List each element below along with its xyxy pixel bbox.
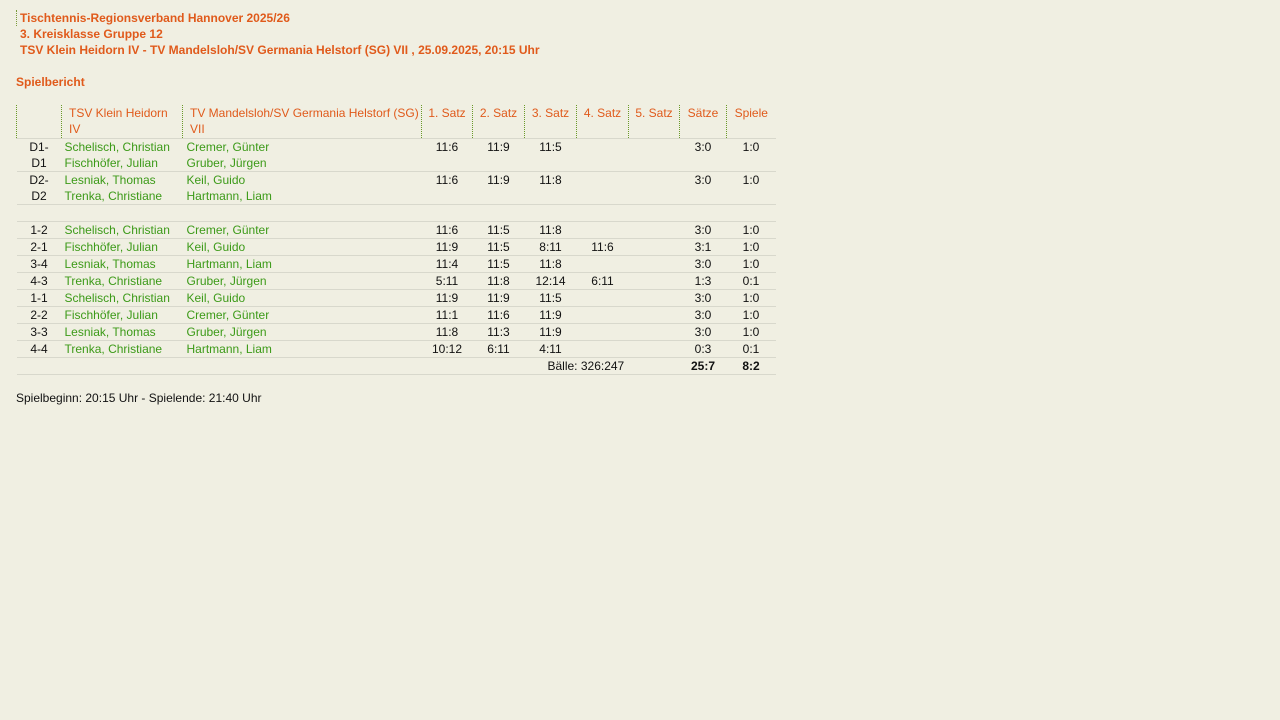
- home-player[interactable]: Trenka, Christiane: [62, 188, 183, 205]
- set5-score: [629, 172, 680, 189]
- home-player[interactable]: Schelisch, Christian: [64, 140, 170, 154]
- header-games: Spiele: [727, 105, 776, 139]
- header-home-team: TSV Klein Heidorn IV: [62, 105, 183, 139]
- games-result: 1:0: [742, 140, 760, 154]
- set2-score: 11:9: [487, 140, 510, 154]
- set3-score: 12:14: [525, 273, 577, 290]
- match-code: D1: [17, 155, 62, 172]
- set1-score: 11:6: [435, 173, 459, 187]
- league-title: Tischtennis-Regionsverband Hannover 2025/26: [16, 10, 290, 26]
- set4-score: 6:11: [577, 273, 629, 290]
- set1-score: 11:6: [435, 140, 459, 154]
- set2-score: 11:6: [473, 307, 525, 324]
- sets-result: 3:0: [680, 222, 727, 239]
- header-set2: 2. Satz: [473, 105, 525, 139]
- table-row: [17, 139, 776, 156]
- home-player[interactable]: Fischhöfer, Julian: [62, 307, 183, 324]
- table-row: [17, 324, 776, 341]
- away-player[interactable]: Gruber, Jürgen: [183, 324, 422, 341]
- games-result: 1:0: [727, 222, 776, 239]
- table-row: [17, 341, 776, 358]
- away-player[interactable]: Hartmann, Liam: [183, 256, 422, 273]
- set1-score: 11:4: [422, 256, 473, 273]
- set2-score: 11:8: [473, 273, 525, 290]
- table-row: [17, 307, 776, 324]
- set5-score: [629, 273, 680, 290]
- match-code: 3-4: [17, 256, 62, 273]
- away-player[interactable]: Cremer, Günter: [183, 307, 422, 324]
- table-header-row: [17, 105, 776, 139]
- home-player[interactable]: Lesniak, Thomas: [62, 256, 183, 273]
- table-body: [17, 139, 776, 222]
- away-player[interactable]: Gruber, Jürgen: [183, 155, 422, 172]
- games-total: 8:2: [727, 358, 776, 375]
- match-code: 1-1: [17, 290, 62, 307]
- match-code: 1-2: [17, 222, 62, 239]
- games-result: 0:1: [727, 341, 776, 358]
- set3-score: 11:8: [525, 256, 577, 273]
- match-code: 2-1: [17, 239, 62, 256]
- report-title: Spielbericht: [16, 75, 85, 89]
- home-player[interactable]: Schelisch, Christian: [62, 290, 183, 307]
- match-code: 4-3: [17, 273, 62, 290]
- group-title: 3. Kreisklasse Gruppe 12: [20, 27, 163, 41]
- set4-score: [577, 222, 629, 239]
- home-player[interactable]: Fischhöfer, Julian: [62, 155, 183, 172]
- away-player[interactable]: Hartmann, Liam: [183, 188, 422, 205]
- away-player[interactable]: Cremer, Günter: [186, 140, 270, 154]
- match-title: TSV Klein Heidorn IV - TV Mandelsloh/SV Germania Helstorf (SG) VII , 25.09.2025, 20:15 Uhr: [20, 43, 540, 57]
- match-code: D2: [17, 188, 62, 205]
- set5-score: [629, 256, 680, 273]
- set4-score: [577, 341, 629, 358]
- set5-score: [629, 324, 680, 341]
- balls-total: Bälle: 326:247: [525, 358, 680, 375]
- header-set4: 4. Satz: [577, 105, 629, 139]
- set3-score: 8:11: [525, 239, 577, 256]
- set4-score: [577, 139, 629, 156]
- set1-score: 11:8: [422, 324, 473, 341]
- header-set3: 3. Satz: [525, 105, 577, 139]
- home-player[interactable]: Schelisch, Christian: [62, 222, 183, 239]
- set5-score: [629, 139, 680, 156]
- table-row: [17, 256, 776, 273]
- table-row: [17, 290, 776, 307]
- spacer-row: [17, 205, 776, 222]
- set5-score: [629, 239, 680, 256]
- set2-score: 11:9: [487, 173, 510, 187]
- away-player[interactable]: Keil, Guido: [186, 173, 246, 187]
- set5-score: [629, 307, 680, 324]
- set2-score: 6:11: [473, 341, 525, 358]
- set1-score: 11:9: [422, 290, 473, 307]
- sets-result: 3:0: [680, 290, 727, 307]
- table-row: [17, 155, 776, 172]
- sets-result: 1:3: [680, 273, 727, 290]
- set3-score: 11:9: [525, 307, 577, 324]
- match-code: 3-3: [17, 324, 62, 341]
- set1-score: 11:6: [422, 222, 473, 239]
- set1-score: 11:9: [422, 239, 473, 256]
- table-row: [17, 222, 776, 239]
- set2-score: 11:9: [473, 290, 525, 307]
- set3-score: 11:9: [525, 324, 577, 341]
- home-player[interactable]: Trenka, Christiane: [62, 341, 183, 358]
- match-code: D2-: [29, 173, 49, 187]
- games-result: 0:1: [727, 273, 776, 290]
- sets-result: 3:1: [680, 239, 727, 256]
- set5-score: [629, 290, 680, 307]
- set3-score: 11:5: [525, 290, 577, 307]
- table-row: [17, 188, 776, 205]
- sets-result: 0:3: [680, 341, 727, 358]
- singles-body: [17, 222, 776, 358]
- sets-result: 3:0: [680, 307, 727, 324]
- set5-score: [629, 341, 680, 358]
- set4-score: [577, 307, 629, 324]
- set3-score: 4:11: [525, 341, 577, 358]
- header-code: [17, 105, 62, 139]
- home-player[interactable]: Fischhöfer, Julian: [62, 239, 183, 256]
- set4-score: [577, 256, 629, 273]
- set3-score: 11:5: [539, 140, 562, 154]
- sets-result: 3:0: [694, 140, 712, 154]
- sets-total: 25:7: [680, 358, 727, 375]
- match-report-table: [16, 105, 776, 375]
- header-set5: 5. Satz: [629, 105, 680, 139]
- home-player[interactable]: Lesniak, Thomas: [62, 324, 183, 341]
- set4-score: [577, 324, 629, 341]
- set2-score: 11:5: [473, 222, 525, 239]
- set3-score: 11:8: [525, 222, 577, 239]
- set1-score: 5:11: [422, 273, 473, 290]
- games-result: 1:0: [727, 256, 776, 273]
- header-set1: 1. Satz: [422, 105, 473, 139]
- match-code: D1-: [29, 140, 49, 154]
- header-sets: Sätze: [680, 105, 727, 139]
- set4-score: 11:6: [577, 239, 629, 256]
- match-times: Spielbeginn: 20:15 Uhr - Spielende: 21:40 Uhr: [16, 391, 262, 405]
- set2-score: 11:3: [473, 324, 525, 341]
- sets-result: 3:0: [694, 173, 712, 187]
- away-player[interactable]: Cremer, Günter: [183, 222, 422, 239]
- table-row: [17, 273, 776, 290]
- games-result: 1:0: [727, 239, 776, 256]
- away-player[interactable]: Gruber, Jürgen: [183, 273, 422, 290]
- match-code: 4-4: [17, 341, 62, 358]
- table-row: [17, 239, 776, 256]
- games-result: 1:0: [727, 290, 776, 307]
- set5-score: [629, 222, 680, 239]
- set3-score: 11:8: [539, 173, 562, 187]
- sets-result: 3:0: [680, 324, 727, 341]
- set2-score: 11:5: [473, 256, 525, 273]
- games-result: 1:0: [727, 307, 776, 324]
- sets-result: 3:0: [680, 256, 727, 273]
- totals-row: [17, 358, 776, 375]
- set1-score: 11:1: [422, 307, 473, 324]
- away-player[interactable]: Keil, Guido: [183, 290, 422, 307]
- set4-score: [577, 172, 629, 189]
- set1-score: 10:12: [422, 341, 473, 358]
- away-player[interactable]: Keil, Guido: [183, 239, 422, 256]
- games-result: 1:0: [727, 324, 776, 341]
- set4-score: [577, 290, 629, 307]
- away-player[interactable]: Hartmann, Liam: [183, 341, 422, 358]
- header-away-team: TV Mandelsloh/SV Germania Helstorf (SG) VII: [183, 105, 422, 139]
- home-player[interactable]: Lesniak, Thomas: [64, 173, 156, 187]
- match-code: 2-2: [17, 307, 62, 324]
- table-row: [17, 172, 776, 189]
- set2-score: 11:5: [473, 239, 525, 256]
- home-player[interactable]: Trenka, Christiane: [62, 273, 183, 290]
- games-result: 1:0: [742, 173, 760, 187]
